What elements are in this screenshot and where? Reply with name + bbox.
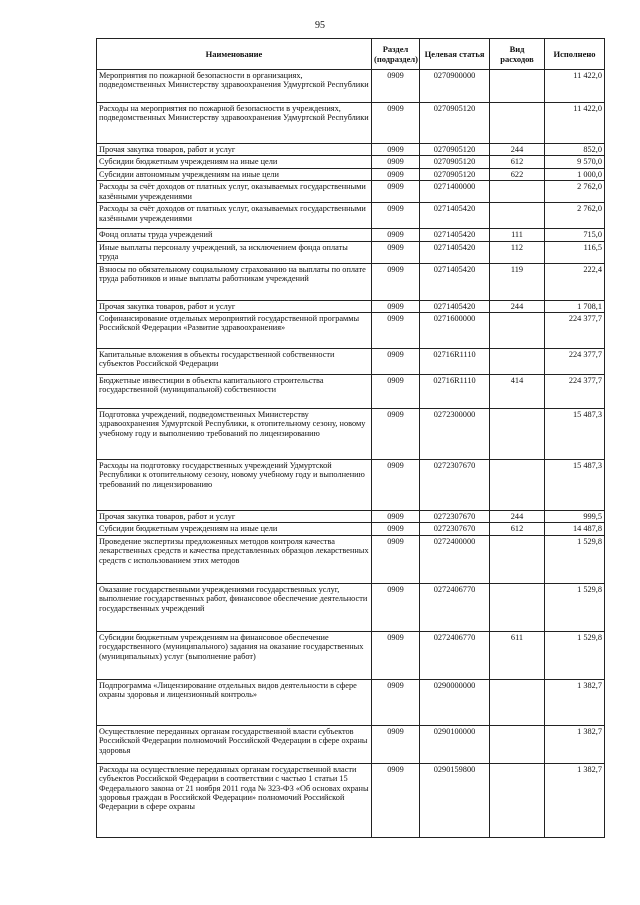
row-name: Иные выплаты персоналу учреждений, за исключением фонда оплаты труда xyxy=(97,241,372,263)
row-amount: 15 487,3 xyxy=(545,409,605,460)
row-section: 0909 xyxy=(372,313,420,349)
row-section: 0909 xyxy=(372,181,420,203)
row-section: 0909 xyxy=(372,631,420,679)
row-name: Осуществление переданных органам государственной власти субъектов Российской Федерации полномочий Российской Федерации в сфере охраны здоровья xyxy=(97,725,372,763)
row-amount: 9 570,0 xyxy=(545,156,605,168)
row-name: Бюджетные инвестиции в объекты капитального строительства государственной (муниципальной) собственности xyxy=(97,375,372,409)
row-section: 0909 xyxy=(372,763,420,837)
row-expense-type: 611 xyxy=(490,631,545,679)
row-section: 0909 xyxy=(372,523,420,535)
row-target: 0270905120 xyxy=(420,156,490,168)
row-amount: 1 708,1 xyxy=(545,300,605,312)
row-target: 0271405420 xyxy=(420,300,490,312)
row-expense-type: 622 xyxy=(490,168,545,180)
row-name: Взносы по обязательному социальному страхованию на выплаты по оплате труда работников и иные выплаты работникам учреждений xyxy=(97,263,372,300)
row-name: Расходы на мероприятия по пожарной безопасности в учреждениях, подведомственных Министерству здравоохранения Удмуртской Республики xyxy=(97,103,372,144)
row-expense-type: 612 xyxy=(490,523,545,535)
row-expense-type xyxy=(490,181,545,203)
row-name: Проведение экспертизы предложенных методов контроля качества лекарственных средств и качества представленных образцов лекарственных средств с использованием этих методов xyxy=(97,535,372,583)
row-amount: 224 377,7 xyxy=(545,349,605,375)
row-amount: 1 529,8 xyxy=(545,583,605,631)
row-name: Подготовка учреждений, подведомственных Министерству здравоохранения Удмуртской Республики, к отопительному сезону, новому учебному году и выполнению требований по лицензированию xyxy=(97,409,372,460)
table-row xyxy=(97,583,605,631)
row-section: 0909 xyxy=(372,263,420,300)
header-section: Раздел (подраздел) xyxy=(372,39,420,70)
page-number: 95 xyxy=(315,20,325,31)
row-expense-type xyxy=(490,203,545,229)
row-target: 0271405420 xyxy=(420,263,490,300)
row-expense-type: 414 xyxy=(490,375,545,409)
row-section: 0909 xyxy=(372,241,420,263)
table-row xyxy=(97,409,605,460)
table-row xyxy=(97,523,605,535)
row-target: 0272307670 xyxy=(420,523,490,535)
header-target: Целевая статья xyxy=(420,39,490,70)
row-expense-type xyxy=(490,409,545,460)
table-row xyxy=(97,631,605,679)
row-section: 0909 xyxy=(372,349,420,375)
row-target: 0270905120 xyxy=(420,144,490,156)
row-amount: 14 487,8 xyxy=(545,523,605,535)
row-expense-type xyxy=(490,460,545,511)
row-expense-type xyxy=(490,313,545,349)
table-row xyxy=(97,535,605,583)
row-target: 0272406770 xyxy=(420,583,490,631)
row-name: Мероприятия по пожарной безопасности в организациях, подведомственных Министерству здравоохранения Удмуртской Республики xyxy=(97,70,372,103)
row-target: 02716R1110 xyxy=(420,375,490,409)
table-row xyxy=(97,156,605,168)
row-target: 0272406770 xyxy=(420,631,490,679)
row-target: 0270905120 xyxy=(420,103,490,144)
row-name: Расходы за счёт доходов от платных услуг, оказываемых государственными казёнными учреждениями xyxy=(97,203,372,229)
row-name: Расходы на подготовку государственных учреждений Удмуртской Республики к отопительному сезону, новому учебному году и выполнению требований по лицензированию xyxy=(97,460,372,511)
row-amount: 852,0 xyxy=(545,144,605,156)
row-amount: 224 377,7 xyxy=(545,313,605,349)
row-section: 0909 xyxy=(372,679,420,725)
table-header-row xyxy=(97,39,605,70)
row-expense-type: 244 xyxy=(490,300,545,312)
row-name: Капитальные вложения в объекты государственной собственности субъектов Российской Федерации xyxy=(97,349,372,375)
row-target: 0271405420 xyxy=(420,229,490,241)
row-name: Подпрограмма «Лицензирование отдельных видов деятельности в сфере охраны здоровья и лицензионный контроль» xyxy=(97,679,372,725)
row-name: Субсидии бюджетным учреждениям на иные цели xyxy=(97,523,372,535)
row-expense-type xyxy=(490,583,545,631)
row-amount: 224 377,7 xyxy=(545,375,605,409)
row-amount: 15 487,3 xyxy=(545,460,605,511)
table-row xyxy=(97,144,605,156)
row-target: 0290100000 xyxy=(420,725,490,763)
row-expense-type: 111 xyxy=(490,229,545,241)
table-row xyxy=(97,300,605,312)
table-row xyxy=(97,349,605,375)
row-target: 0270900000 xyxy=(420,70,490,103)
table-row xyxy=(97,263,605,300)
table-row xyxy=(97,241,605,263)
row-name: Субсидии автономным учреждениям на иные цели xyxy=(97,168,372,180)
row-section: 0909 xyxy=(372,70,420,103)
row-target: 0290159800 xyxy=(420,763,490,837)
row-amount: 999,5 xyxy=(545,511,605,523)
row-section: 0909 xyxy=(372,583,420,631)
row-target: 0271405420 xyxy=(420,203,490,229)
row-amount: 1 000,0 xyxy=(545,168,605,180)
row-amount: 11 422,0 xyxy=(545,103,605,144)
row-expense-type: 244 xyxy=(490,511,545,523)
row-target: 0272307670 xyxy=(420,511,490,523)
row-name: Расходы за счёт доходов от платных услуг, оказываемых государственными казёнными учреждениями xyxy=(97,181,372,203)
table-row xyxy=(97,70,605,103)
row-name: Оказание государственными учреждениями государственных услуг, выполнение государственных работ, финансовое обеспечение деятельности государственных учреждений xyxy=(97,583,372,631)
row-section: 0909 xyxy=(372,460,420,511)
row-target: 0271600000 xyxy=(420,313,490,349)
table-row xyxy=(97,375,605,409)
row-expense-type xyxy=(490,70,545,103)
row-name: Фонд оплаты труда учреждений xyxy=(97,229,372,241)
row-target: 02716R1110 xyxy=(420,349,490,375)
row-name: Субсидии бюджетным учреждениям на иные цели xyxy=(97,156,372,168)
row-amount: 1 382,7 xyxy=(545,763,605,837)
table-row xyxy=(97,763,605,837)
row-amount: 1 382,7 xyxy=(545,725,605,763)
row-amount: 1 382,7 xyxy=(545,679,605,725)
row-amount: 2 762,0 xyxy=(545,181,605,203)
row-name: Прочая закупка товаров, работ и услуг xyxy=(97,511,372,523)
table-row xyxy=(97,203,605,229)
row-expense-type: 112 xyxy=(490,241,545,263)
row-name: Прочая закупка товаров, работ и услуг xyxy=(97,144,372,156)
row-amount: 1 529,8 xyxy=(545,631,605,679)
row-section: 0909 xyxy=(372,300,420,312)
table-row xyxy=(97,181,605,203)
header-name: Наименование xyxy=(97,39,372,70)
table-row xyxy=(97,511,605,523)
row-section: 0909 xyxy=(372,409,420,460)
row-amount: 11 422,0 xyxy=(545,70,605,103)
row-name: Субсидии бюджетным учреждениям на финансовое обеспечение государственного (муниципального) задания на оказание государственных (муниципальных) услуг (выполнение работ) xyxy=(97,631,372,679)
header-amount: Исполнено xyxy=(545,39,605,70)
row-amount: 2 762,0 xyxy=(545,203,605,229)
header-expense-type: Вид расходов xyxy=(490,39,545,70)
row-target: 0272307670 xyxy=(420,460,490,511)
row-amount: 715,0 xyxy=(545,229,605,241)
row-expense-type xyxy=(490,679,545,725)
row-expense-type xyxy=(490,103,545,144)
row-expense-type: 244 xyxy=(490,144,545,156)
row-section: 0909 xyxy=(372,203,420,229)
row-expense-type xyxy=(490,763,545,837)
table-row xyxy=(97,725,605,763)
row-section: 0909 xyxy=(372,144,420,156)
row-expense-type: 119 xyxy=(490,263,545,300)
row-name: Софинансирование отдельных мероприятий государственной программы Российской Федерации «Развитие здравоохранения» xyxy=(97,313,372,349)
row-target: 0272300000 xyxy=(420,409,490,460)
row-expense-type xyxy=(490,535,545,583)
row-section: 0909 xyxy=(372,511,420,523)
row-section: 0909 xyxy=(372,229,420,241)
row-amount: 116,5 xyxy=(545,241,605,263)
table-row xyxy=(97,103,605,144)
table-body xyxy=(97,70,605,838)
table-row xyxy=(97,229,605,241)
row-name: Расходы на осуществление переданных органам государственной власти субъектов Российской Федерации в соответствии с частью 1 статьи 15 Федерального закона от 21 ноября 2011 года № 323-ФЗ «Об основах охраны здоровья граждан в Российской Федерации» полномочий Российской Федерации в сфере охраны xyxy=(97,763,372,837)
table-row xyxy=(97,460,605,511)
row-section: 0909 xyxy=(372,103,420,144)
row-expense-type xyxy=(490,725,545,763)
row-expense-type xyxy=(490,349,545,375)
row-target: 0270905120 xyxy=(420,168,490,180)
row-section: 0909 xyxy=(372,535,420,583)
row-amount: 222,4 xyxy=(545,263,605,300)
row-target: 0290000000 xyxy=(420,679,490,725)
row-amount: 1 529,8 xyxy=(545,535,605,583)
row-section: 0909 xyxy=(372,156,420,168)
budget-table xyxy=(96,38,605,838)
row-target: 0271405420 xyxy=(420,241,490,263)
row-section: 0909 xyxy=(372,168,420,180)
row-target: 0272400000 xyxy=(420,535,490,583)
row-expense-type: 612 xyxy=(490,156,545,168)
table-row xyxy=(97,168,605,180)
row-target: 0271400000 xyxy=(420,181,490,203)
table-row xyxy=(97,679,605,725)
row-section: 0909 xyxy=(372,375,420,409)
row-name: Прочая закупка товаров, работ и услуг xyxy=(97,300,372,312)
row-section: 0909 xyxy=(372,725,420,763)
table-row xyxy=(97,313,605,349)
